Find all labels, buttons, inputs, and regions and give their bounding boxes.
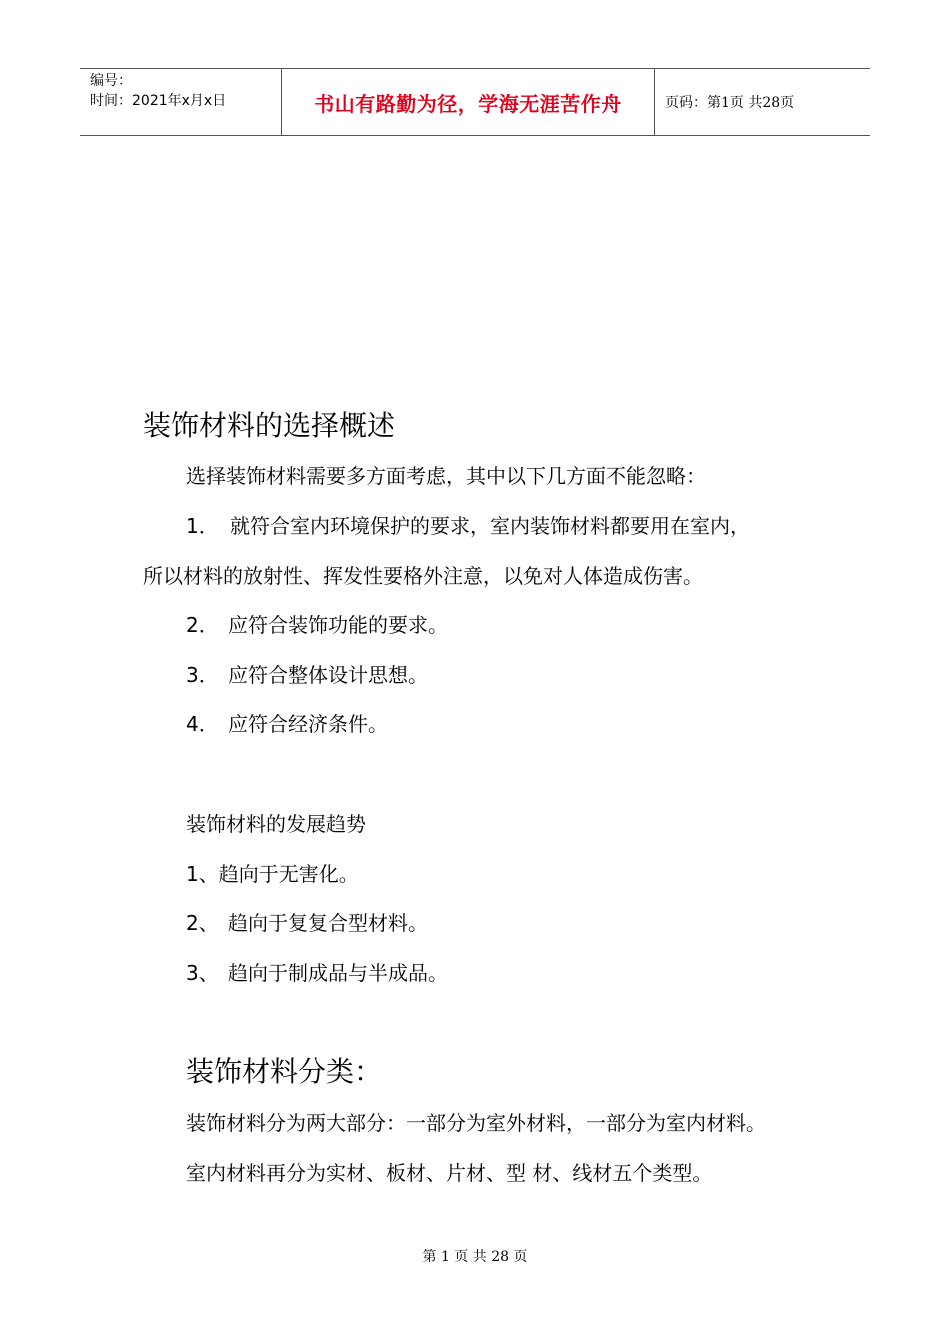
classification-line-1: 装饰材料分为两大部分：一部分为室外材料，一部分为室内材料。 — [186, 1111, 766, 1135]
trend-item-2 — [186, 907, 428, 936]
header-left-cell — [80, 69, 282, 135]
list-item-4 — [186, 708, 388, 737]
list-text: 趋向于复复合型材料。 — [228, 911, 428, 935]
motto-text: 书山有路勤为径，学海无涯苦作舟 — [314, 91, 622, 116]
list-number: 4． — [186, 712, 219, 736]
time-label: 时间：2021年x月x日 — [90, 93, 227, 109]
list-number: 3、 — [186, 961, 219, 985]
page-header — [80, 68, 870, 136]
list-item-2 — [186, 609, 448, 638]
list-number: 1． — [186, 514, 219, 538]
list-text: 应符合装饰功能的要求。 — [228, 613, 448, 637]
number-label: 编号： — [90, 73, 132, 89]
classification-line-2: 室内材料再分为实材、板材、片材、型 材、线材五个类型。 — [186, 1161, 713, 1185]
trend-title: 装饰材料的发展趋势 — [186, 812, 366, 836]
list-text: 就符合室内环境保护的要求，室内装饰材料都要用在室内， — [230, 514, 750, 538]
intro-paragraph: 选择装饰材料需要多方面考虑，其中以下几方面不能忽略： — [186, 464, 706, 488]
list-item-3 — [186, 659, 428, 688]
header-motto-cell — [282, 69, 655, 135]
page-footer: 第 1 页 共 28 页 — [422, 1249, 528, 1265]
section-title: 装饰材料的选择概述 — [143, 409, 396, 442]
list-item-1-continuation: 所以材料的放射性、挥发性要格外注意，以免对人体造成伤害。 — [143, 564, 703, 588]
header-page-cell — [655, 69, 870, 135]
list-number: 2． — [186, 613, 219, 637]
list-item-1 — [186, 510, 750, 539]
page-info: 页码：第1页 共28页 — [665, 95, 795, 111]
trend-item-1: 1、趋向于无害化。 — [186, 862, 359, 886]
list-text: 应符合整体设计思想。 — [228, 663, 428, 687]
list-text: 应符合经济条件。 — [228, 712, 388, 736]
list-text: 趋向于制成品与半成品。 — [228, 961, 448, 985]
trend-item-3 — [186, 957, 448, 986]
list-number: 3． — [186, 663, 219, 687]
classification-title: 装饰材料分类： — [186, 1055, 383, 1088]
list-number: 2、 — [186, 911, 219, 935]
